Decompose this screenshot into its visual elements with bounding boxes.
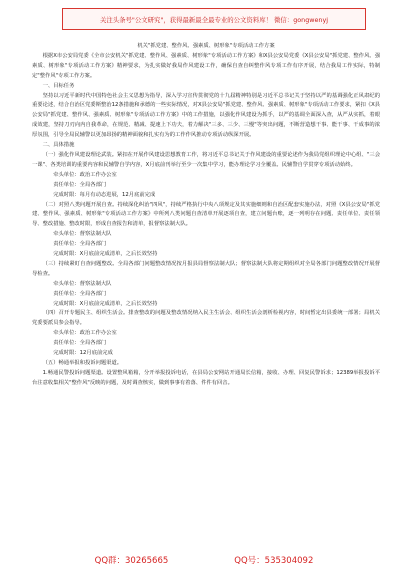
measure-3-lead: 牵头单位：督察法制大队 xyxy=(53,280,112,287)
measure-4-lead: 牵头单位：政治工作办公室 xyxy=(53,330,117,337)
measure-4-responsible: 责任单位：全局各部门 xyxy=(53,340,107,347)
banner-text: 关注头条号"公文研究"，获得最新最全最专业的公文资料库！ 微信：gongwenyj xyxy=(99,15,329,24)
section-heading-measures: 二、具体措施 xyxy=(42,142,75,149)
measure-3-deadline: 完成时限：X月底前完成清单，之后长效坚持 xyxy=(53,300,158,307)
measure-2-responsible: 责任单位：全局各部门 xyxy=(53,241,107,248)
measure-1-responsible: 责任单位：全局各部门 xyxy=(53,181,107,188)
intro-paragraph: 根据X市公安局党委《全市公安机关"抓党建、整作风、强素质、树形象"专项活动工作方案》和X县公安局党委《X县公安局"抓党建、整作风、强素质、树形象"专项活动工作方案》精神要求，为扎实做好我局作风建设工作，确保自查自纠整作风专项工作有序开展，结合我局工作实际，特制定"整作风"专项工作方案。 xyxy=(32,52,380,79)
measure-2-deadline: 完成时限：X月底前完成清单，之后长效坚持 xyxy=(53,251,158,258)
document-body xyxy=(32,42,380,389)
footer-qq-group: QQ群：30265665 xyxy=(94,556,169,566)
measure-2-text: （二）对照八类问题开展自查。持续深化纠治"四风"，持续严格执行中央八项规定及其实施细则和自治区配套实施办法，对照《X县公安局"抓党建、整作风、强素质、树形象"专项活动工作方案》中所列八类问题自查清单开展逐项自查，建立问题台账，逐一列明存在问题、责任单位、责任领导、整改措施、整改时限，形成自查报告和清单，报督察法制大队。 xyxy=(32,201,380,228)
measure-1-lead: 牵头单位：政治工作办公室 xyxy=(53,171,117,178)
measure-4-deadline: 完成时限：12月底前完成 xyxy=(53,350,113,357)
measure-3-responsible: 责任单位：全局各部门 xyxy=(53,290,107,297)
top-banner xyxy=(62,8,366,30)
goals-paragraph: 坚持以习近平新时代中国特色社会主义思想为指导，深入学习宣传贯彻党的十九届精神特别是习近平总书记关于坚持以严的基调强化正风肃纪的重要论述，结合自治区党委斯整治12条措施和承德的一些实际情况，对X县公安局"抓党建、整作风、强素质、树形象"专项活动工作要求，紧扣《X县公安局"抓党建、整作风、强素质、树形象"专项活动工作方案》中的工作措施，以强化作风建设为抓手，以严的基调全面深入查，从严从实抓，着眼成效建，坚持刀刃向内自我革命，在规范、精减、提速上下功夫，着力解决"三多、三少、三慢"等突出问题，不断营造想干事、能干事、干成事的浓厚氛围，引导全局民辅警以更加昂扬的精神面貌和扎实有为的工作作风推动专项活动纵深开展。 xyxy=(32,92,380,139)
footer-qq-number: QQ号：535304092 xyxy=(234,556,314,566)
measure-2-lead: 牵头单位：督察法制大队 xyxy=(53,231,112,238)
section-heading-goals: 一、目标任务 xyxy=(42,82,75,89)
measure-5-paragraph: 1.畅通民警投诉问题渠道。设置整风箱箱，分开举报投诉电话，在县局公安网站开通局长信箱，接收、办理、回复民警诉求；12389举报投诉平台注意收集相关"整作风"反映的问题，及时调查核实，做到事事有着落、件件有回音。 xyxy=(32,369,380,386)
document-title: 机关"抓党建、整作风、强素质、树形象"专项活动工作方案 xyxy=(137,43,275,49)
measure-5-text: （五）畅通举报和投诉问题渠道。 xyxy=(42,360,123,366)
footer-contacts xyxy=(0,554,408,570)
measure-1-deadline: 完成时限：每月有动态进展，12月底前完成 xyxy=(53,191,156,198)
measure-1-text: （一）强化作风建设理论武装。紧扣在开展作风建设思想教育工作，将习近平总书记关于作风建设的重要论述作为我局党组织理论中心组、"三会一课"、各类培训的重要内容和民辅警自学内容，X月底前刊举行至少一次集中学习，能办理论学习全覆盖。民辅警自学贯穿专项活动始终。 xyxy=(32,151,380,168)
measure-3-text: （三）持续紧盯自查问题整改。全局各部门问题整改情况按月报县局督察法制大队；督察法制大队将定期组织对全局各部门问题整改情况开展督导检查。 xyxy=(32,260,380,277)
measure-4-text: （四）召开专题民主、组织生活会。排查整改的问题及整改情况纳入民主生活会、组织生活会剖析检视内容，时间暂定出县委统一部署；局机关党委要派员参会指导。 xyxy=(32,310,380,327)
